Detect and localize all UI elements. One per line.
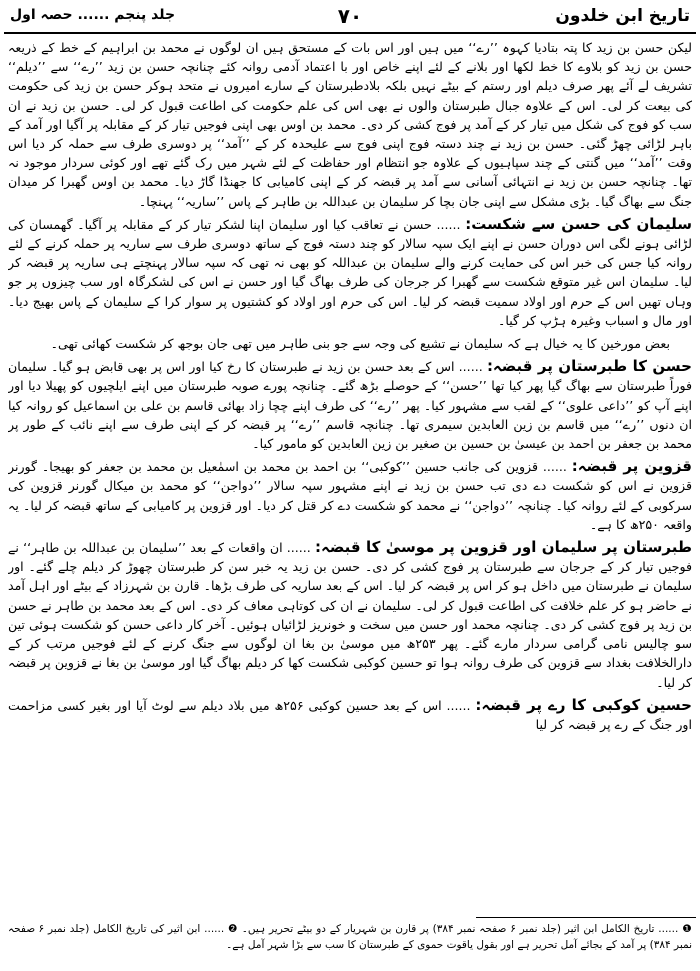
- paragraph: [8, 696, 692, 734]
- book-title: تاریخ ابن خلدون: [555, 6, 690, 26]
- footnote: ❶ ...... تاریخ الکامل ابن اثیر (جلد نمبر ۶ صفحہ نمبر ۳۸۴) پر قارن بن شہریار کے دو بیٹے تحریر ہیں۔ ❷ ...... ابن اثیر کی تاریخ الکامل (جلد نمبر ۶ صفحہ نمبر ۳۸۴) پر آمد کے بجائے آمل تحریر ہے اور بقول یاقوت حموی کے طبرستان کا سب سے بڑا شہر آمل ہے۔: [8, 923, 692, 951]
- header-rule: [4, 32, 696, 34]
- paragraph: [8, 457, 692, 534]
- paragraph: [8, 215, 692, 330]
- paragraph-note: [8, 334, 670, 353]
- paragraph: [8, 357, 692, 453]
- paragraph-text: ...... اس کے بعد حسین کوکبی ۲۵۶ھ میں بلاد دیلم سے لوٹ آیا اور بغیر کسی مزاحمت اور جنگ کے رے پر قبضہ کر لیا: [8, 697, 692, 732]
- paragraph-text: ...... قزوین کی جانب حسین ’’کوکبی‘‘ بن احمد بن محمد بن اسمٰعیل بن محمد بن جعفر کو بھیجا۔ گورنر قزوین نے اس کو شکست دے دی تب حسن بن زید نے اپنے مشہور سپہ سالار ’’دواجن‘‘ کو محمد بن میکال گورنر قزوین کی سرکوبی کے لئے روانہ کیا۔ چنانچہ ’’دواجن‘‘ نے محمد کو شکست دے کر قتل کر دیا۔ اور قزوین پر کامیابی کے ساتھ قبضہ کر لیا۔ یہ واقعہ ۲۵۰ھ کا ہے۔: [8, 459, 692, 532]
- page-body: [8, 38, 692, 916]
- section-heading: قزوین پر قبضہ:: [571, 457, 692, 476]
- footnote-rule: [476, 917, 696, 918]
- page-header: [6, 4, 694, 32]
- paragraph-text: ...... اس کے بعد حسن بن زید نے طبرستان کا رخ کیا اور اس پر بھی قابض ہو گیا۔ سلیمان فوراً طبرستان سے بھاگ گیا پھر کیا تھا ’’حسن‘‘ کے حوصلے بڑھ گئے۔ چنانچہ پورے صوبہ طبرستان میں اپنے ایلچیوں کو پھیلا دیا اور اپنے آپ کو ’’داعی علوی‘‘ کے لقب سے مشہور کیا۔ پھر ’’رے‘‘ کی طرف اپنے چچا زاد بھائی قاسم بن علی بن اسماعیل کو روانہ کیا ان دنوں ’’رے‘‘ میں قاسم بن زین العابدین سیمری تھا۔ چنانچہ قاسم ’’رے‘‘ پر قبضہ کر کے اپنی طرف سے اپنے نائب کے طور پر محمد بن جعفر بن احمد بن عیسیٰ بن حسین بن صغیر بن زین العابدین کو مامور کیا۔: [8, 359, 692, 452]
- section-heading: حسین کوکبی کا رے پر قبضہ:: [475, 695, 692, 714]
- paragraph: [8, 38, 692, 211]
- section-heading: طبرستان پر سلیمان اور قزوین پر موسیٰ کا قبضہ:: [315, 538, 692, 557]
- paragraph-text: بعض مورخین کا یہ خیال ہے کہ سلیمان نے تشیع کی وجہ سے جو بنی طاہر میں تھی جان بوجھ کر شکست کھائی تھی۔: [50, 336, 670, 352]
- section-heading: سلیمان کی حسن سے شکست:: [465, 214, 692, 233]
- volume-label: جلد پنجم ...... حصہ اول: [10, 7, 176, 23]
- paragraph: [8, 538, 692, 692]
- page-number: ۷۰: [337, 4, 363, 28]
- paragraph-text: لیکن حسن بن زید کا پتہ بتادیا کہوہ ’’رے‘‘ میں ہیں اور اس بات کے مستحق ہیں ان لوگوں نے محمد بن ابراہیم کے خط کے ذریعہ حسن بن زید کو بلاوے کا خط لکھا اور بلانے کے لئے اپنے خاص اور با اعتماد آدمی روانہ کئے چنانچہ حسن بن زید ’’رے‘‘ سے ’’دیلم‘‘ تشریف لے آئے پھر صرف دیلم اور رستم کے بیٹے نہیں بلکہ بلادطبرستان کے سارے امیروں نے متحد ہوکر حسن بن زید کی حکومت کی بیعت کر لی۔ اس کے علاوہ جبال طبرستان والوں نے بھی اس کی علم حکومت کی اطاعت قبول کر لی۔ حسن بن زید نے ان سب کو فوج کی شکل میں تیار کر کے آمد پر فوج کشی کر دی۔ محمد بن اوس بھی اپنی فوجیں تیار کر کے مقابلہ پر آگیا اور آمد کے باہر لڑائی چھڑ گئی۔ حسن بن زید نے چند دستہ فوج اپنی فوج سے علیحدہ کر کے ’’آمد‘‘ پر دوسری طرف سے حملہ کر دیا اس وقت ’’آمد‘‘ میں گنتی کے چند سپاہیوں کے علاوہ جو انتظام اور حفاظت کے لئے شہر میں رک گئے تھے اور کوئی سردار موجود نہ تھا۔ چنانچہ حسن بن زید نے انتہائی آسانی سے آمد پر قبضہ کر کے اپنی کامیابی کا جھنڈا گاڑ دیا۔ محمد بن اوس گھبرا کر میدان جنگ سے بھاگ گیا۔ بڑی مشکل سے اپنی جان بچا کر سلیمان بن عبداللہ بن طاہر کے پاس ’’ساریہ‘‘ پہنچا۔: [8, 40, 692, 209]
- paragraph-text: ...... ان واقعات کے بعد ’’سلیمان بن عبداللہ بن طاہر‘‘ نے فوجیں تیار کر کے جرجان سے طبرستان پر فوج کشی کر دی۔ حسن بن زید یہ خبر سن کر طبرستان چھوڑ کر دیلم چلے گئے۔ اور سلیمان نے طبرستان میں داخل ہو کر اس پر قبضہ کر لیا۔ اس کے بعد ساریہ کی طرف بڑھا۔ قارن بن شہرزاد کے بیٹے اور اہل آمد نے حاضر ہو کر علم خلافت کی اطاعت قبول کر لی۔ سلیمان نے ان کی کوتاہی معاف کر دی۔ اس کے بعد محمد بن طاہر نے حسن بن زید پر فوج کشی کر دی۔ چنانچہ محمد اور حسن میں سخت و خونریز لڑائیاں ہوئیں۔ آخر کار داعی حسن کو شکست ہوئی تین سو چالیس نامی گرامی سردار مارے گئے۔ پھر ۲۵۳ھ میں موسیٰ بن بغا ان لوگوں سے جنگ کرنے کے لئے فوجیں مرتب کر کے دارالخلافت بغداد سے قزوین کی طرف روانہ ہوا تو حسین کوکبی شکست کھا کر دیلم بھاگ گیا اور موسیٰ بن بغا نے قزوین پر قبضہ کر لیا۔: [8, 540, 692, 690]
- section-heading: حسن کا طبرستان پر قبضہ:: [486, 357, 692, 376]
- paragraph-text: ...... حسن نے تعاقب کیا اور سلیمان اپنا لشکر تیار کر کے مقابلہ پر آگیا۔ گھمسان کی لڑائی ہونے لگی اس دوران حسن نے اپنے ایک سپہ سالار کو چند دستہ فوج کے ساتھ دوسری طرف سے ساریہ پر حملہ کرنے کے لئے روانہ کیا جس کی خبر اس کی حمایت کرنے والے سلیمان بن عبداللہ کو بھی نہ تھی کہ سپہ سالار پہنچتے ہی ساریہ پر قبضہ کر لیا۔ سلیمان اس غیر متوقع شکست سے گھبرا کر جرجان کی طرف بھاگ گیا اور حسن نے اس کی لشکرگاہ اور سب چیزوں پر جو وہاں تھیں اس کے حرم اور اولاد سمیت قبضہ کر لیا۔ اس کی حرم اور اولاد کو کشتیوں پر سوار کرا کے سلیمان کے پاس بھیج دیا۔ اور مال و اسباب وغیرہ ہڑپ کر گیا۔: [8, 216, 692, 328]
